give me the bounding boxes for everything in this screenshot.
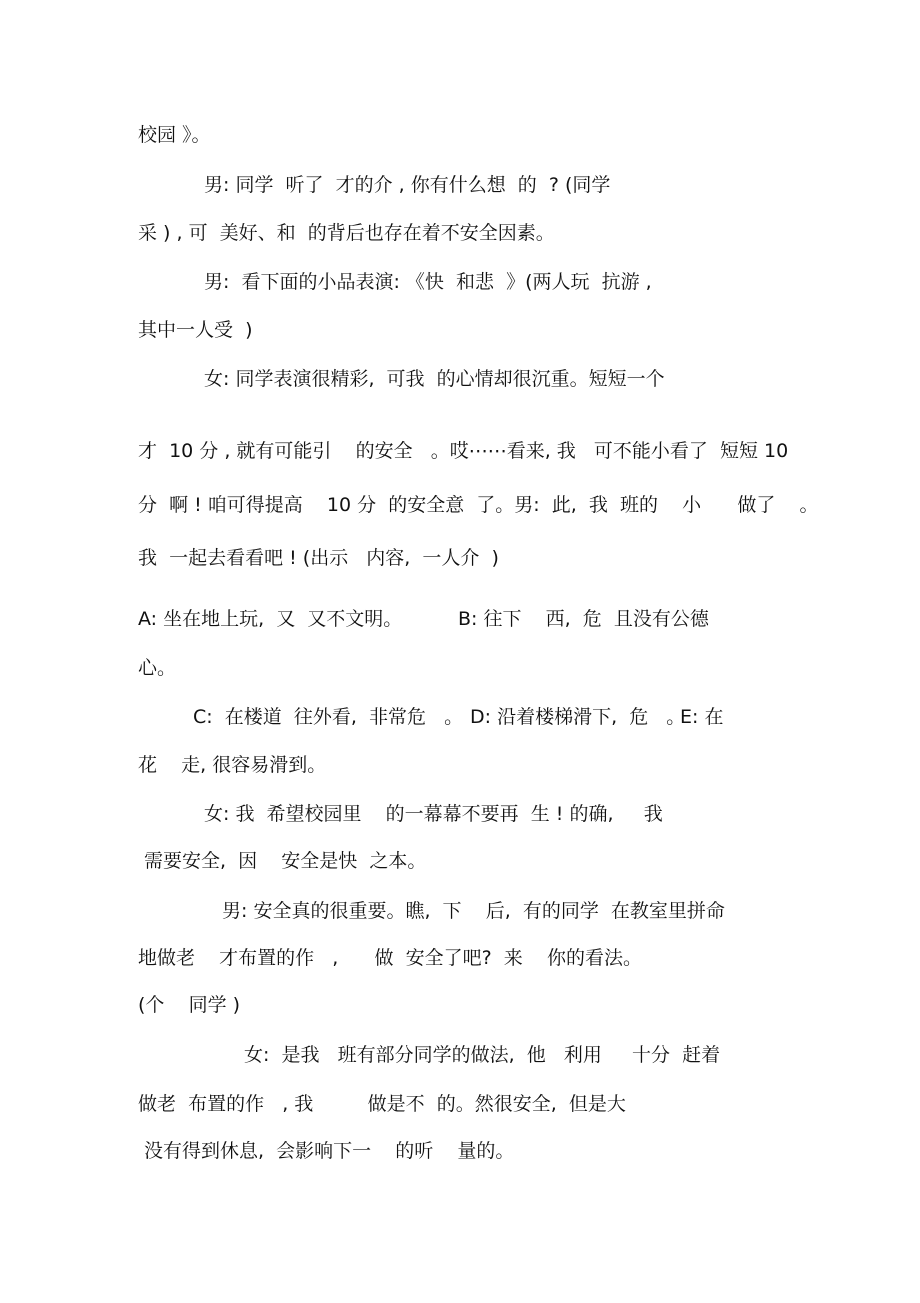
text-line: 没有得到休息, 会影响下一 的听 量的。 [144, 1140, 515, 1162]
text-line: E: 在 [680, 706, 724, 728]
text-line: 分 啊 ! 咱可得提高 10 分 的安全意 了。男: 此, 我 班的 小 做了 。 [138, 494, 819, 516]
text-line: A: 坐在地上玩, 又 又不文明。 [138, 608, 403, 630]
text-line: 心。 [138, 657, 177, 679]
text-line: C: 在楼道 往外看, 非常危 。 [193, 706, 464, 728]
text-line: 校园 》。 [138, 124, 211, 146]
text-line: 地做老 才布置的作 , 做 安全了吧? 来 你的看法。 [138, 947, 642, 969]
text-line: 女: 同学表演很精彩, 可我 的心情却很沉重。短短一个 [204, 368, 665, 390]
text-line: 花 走, 很容易滑到。 [138, 754, 327, 776]
text-line: 其中一人受 ) [138, 319, 253, 341]
text-line: 做老 布置的作 , 我 做是不 的。然很安全, 但是大 [138, 1093, 626, 1115]
text-line: 采 ) , 可 美好、和 的背后也存在着不安全因素。 [138, 222, 555, 244]
text-line: D: 沿着楼梯滑下, 危 。 [470, 706, 686, 728]
text-line: B: 往下 西, 危 且没有公德 [458, 608, 709, 630]
text-line: (个 同学 ) [138, 994, 241, 1016]
text-line: 我 一起去看看吧 ! (出示 内容, 一人介 ) [138, 547, 499, 569]
text-line: 女: 我 希望校园里 的一幕幕不要再 生 ! 的确, 我 [204, 803, 663, 825]
text-line: 男: 看下面的小品表演: 《快 和悲 》(两人玩 抗游 , [204, 271, 652, 293]
text-line: 男: 同学 听了 才的介 , 你有什么想 的 ? (同学 [204, 174, 611, 196]
text-line: 男: 安全真的很重要。瞧, 下 后, 有的同学 在教室里拼命 [222, 900, 725, 922]
text-line: 才 10 分 , 就有可能引 的安全 。哎⋯⋯看来, 我 可不能小看了 短短 10 [138, 440, 789, 462]
text-line: 需要安全, 因 安全是快 之本。 [144, 850, 427, 872]
text-line: 女: 是我 班有部分同学的做法, 他 利用 十分 赶着 [244, 1044, 721, 1066]
